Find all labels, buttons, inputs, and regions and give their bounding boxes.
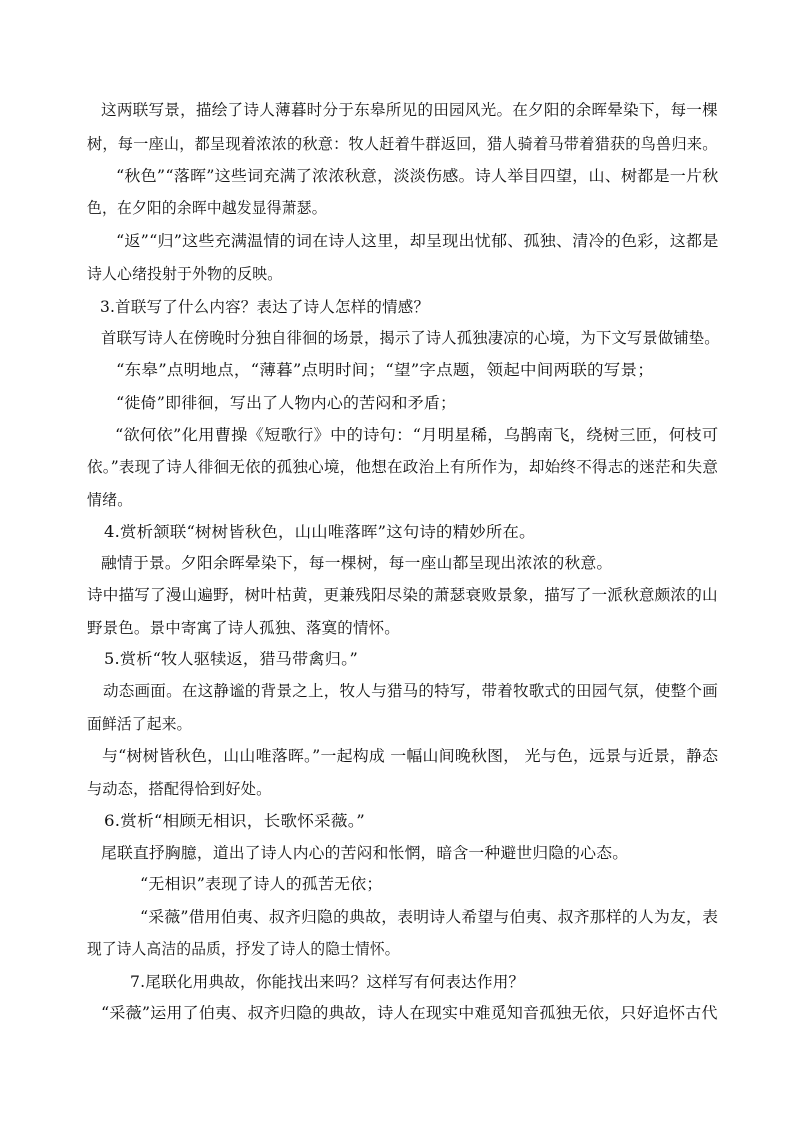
- text-line: 动态画面。在这静谧的背景之上，牧人与猎马的特写，带着牧歌式的田园气氛，使整个画: [103, 682, 718, 700]
- text-line: “采薇”运用了伯夷、叔齐归隐的典故，诗人在现实中难觅知音孤独无依，只好追怀古代: [101, 1004, 718, 1022]
- text-line: 情绪。: [87, 491, 133, 509]
- text-line: “采薇”借用伯夷、叔齐归隐的典故，表明诗人希望与伯夷、叔齐那样的人为友，表: [140, 908, 719, 926]
- text-line: 尾联直抒胸臆，道出了诗人内心的苦闷和怅惘，暗含一种避世归隐的心态。: [101, 844, 629, 862]
- text-line: 与动态，搭配得恰到好处。: [87, 780, 272, 798]
- text-line: 首联写诗人在傍晚时分独自徘徊的场景，揭示了诗人孤独凄凉的心境，为下文写景做铺垫。: [101, 329, 720, 347]
- text-line: 诗人心绪投射于外物的反映。: [87, 265, 283, 283]
- text-line: “欲何依”化用曹操《短歌行》中的诗句：“月明星稀，乌鹊南飞，绕树三匝，何枝可: [115, 426, 719, 444]
- text-line: 依。”表现了诗人徘徊无依的孤独心境，他想在政治上有所作为，却始终不得志的迷茫和失意: [87, 458, 719, 476]
- text-line: 诗中描写了漫山遍野，树叶枯黄，更兼残阳尽染的萧瑟衰败景象，描写了一派秋意颇浓的山: [87, 586, 718, 604]
- text-line: 面鲜活了起来。: [87, 715, 192, 733]
- question-heading: 5.赏析“牧人驱犊返，猎马带禽归。”: [104, 650, 358, 668]
- text-line: “无相识”表现了诗人的孤苦无依；: [140, 875, 383, 893]
- text-line: “东皋”点明地点，“薄暮”点明时间；“望”字点题，领起中间两联的写景；: [116, 361, 655, 379]
- question-heading: 6.赏析“相顾无相识，长歌怀采薇。”: [104, 812, 365, 830]
- text-line: 这两联写景，描绘了诗人薄暮时分于东皋所见的田园风光。在夕阳的余晖晕染下，每一棵: [101, 101, 718, 119]
- text-line: 树，每一座山，都呈现着浓浓的秋意：牧人赶着牛群返回，猎人骑着马带着猎获的鸟兽归来。: [87, 135, 718, 153]
- question-heading: 4.赏析颔联“树树皆秋色，山山唯落晖”这句诗的精妙所在。: [104, 523, 536, 541]
- text-line: “徙倚”即徘徊，写出了人物内心的苦闷和矛盾；: [116, 394, 457, 412]
- text-line: “返”“归”这些充满温情的词在诗人这里，却呈现出忧郁、孤独、清冷的色彩，这都是: [116, 232, 719, 250]
- question-heading: 7.尾联化用典故，你能找出来吗？这样写有何表达作用？: [130, 973, 525, 991]
- text-line: “秋色”“落晖”这些词充满了浓浓秋意，淡淡伤感。诗人举目四望，山、树都是一片秋: [116, 167, 719, 185]
- text-line: 与“树树皆秋色，山山唯落晖。”一起构成 一幅山间晚秋图， 光与色，远景与近景，静态: [102, 747, 719, 765]
- text-line: 野景色。景中寄寓了诗人孤独、落寞的情怀。: [87, 619, 400, 637]
- question-heading: 3.首联写了什么内容？表达了诗人怎样的情感？: [100, 298, 430, 316]
- text-line: 现了诗人高洁的品质，抒发了诗人的隐士情怀。: [87, 940, 400, 958]
- text-line: 色，在夕阳的余晖中越发显得萧瑟。: [87, 199, 327, 217]
- text-line: 融情于景。夕阳余晖晕染下，每一棵树，每一座山都呈现出浓浓的秋意。: [101, 554, 613, 572]
